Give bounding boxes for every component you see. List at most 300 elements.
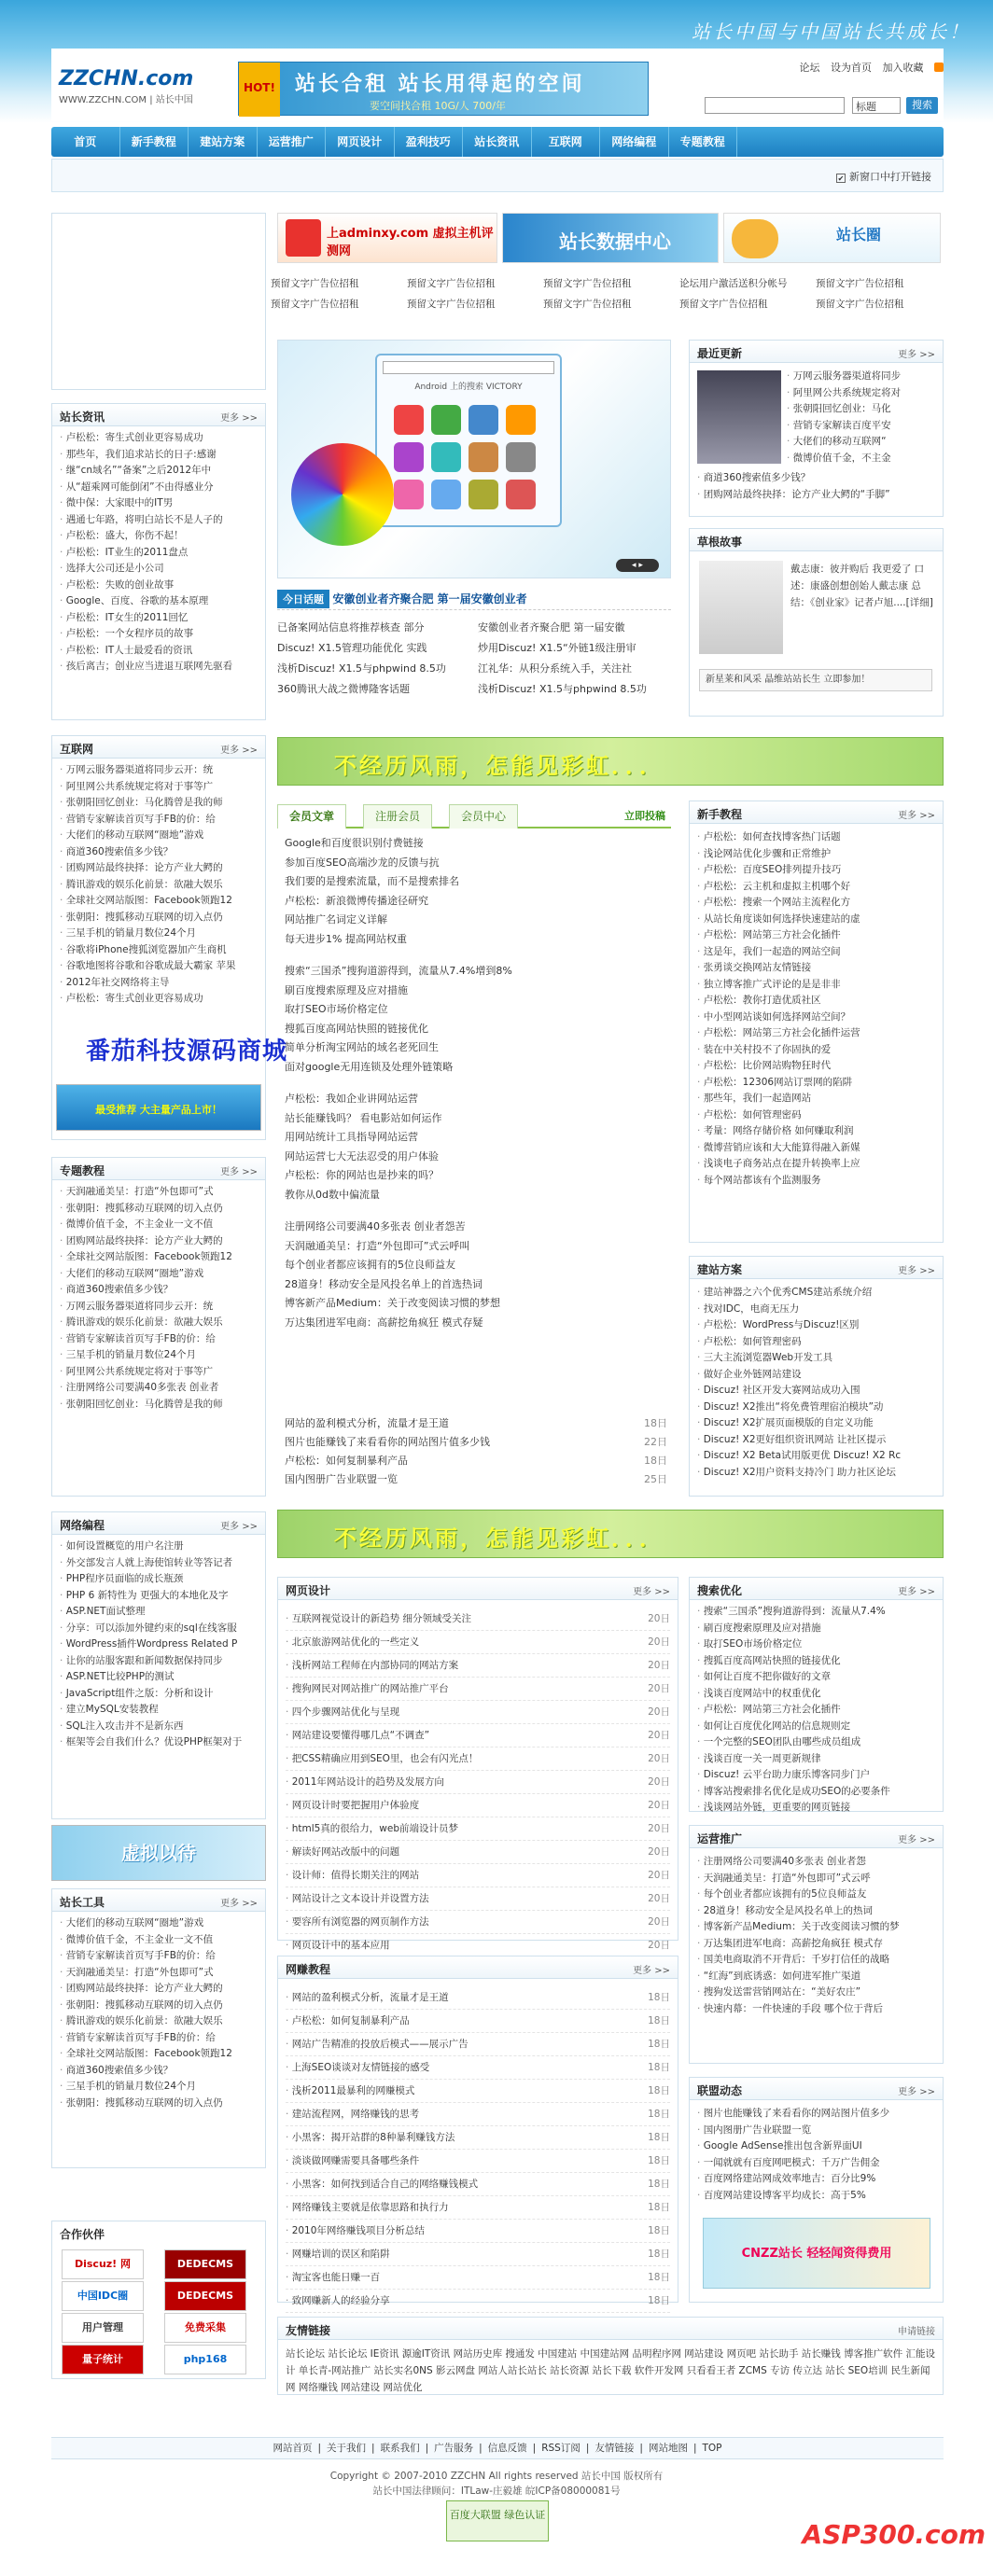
headline-item[interactable]: 江礼华：从积分系统入手，关注社 bbox=[478, 662, 632, 675]
list-item[interactable]: · 装在中关村投不了你固执的爱 bbox=[697, 1042, 935, 1059]
headline-item[interactable]: 炒用Discuz! X1.5“外链1级注册审 bbox=[478, 642, 636, 654]
nav-item-5[interactable]: 盈利技巧 bbox=[395, 127, 464, 157]
member-article[interactable]: 取打SEO市场价格定位 bbox=[285, 1003, 388, 1015]
text-ad-link[interactable]: 预留文字广告位招租 bbox=[407, 278, 496, 289]
ad-adminxy[interactable] bbox=[277, 213, 497, 263]
cnzz-ad[interactable]: CNZZ站长 轻轻闻资得费用 bbox=[703, 2218, 930, 2289]
list-item[interactable]: · 孩后离吉；创业应当进退互联网先驱看 bbox=[60, 659, 258, 675]
list-item[interactable]: · 腾讯游戏的娱乐化前景：欲融大娱乐 bbox=[60, 1315, 258, 1331]
lmdt-more[interactable]: 更多 >> bbox=[898, 2087, 935, 2097]
list-item[interactable]: · 浅谈百度一关一周更新规律 bbox=[697, 1751, 935, 1768]
list-item[interactable]: · 框架等会自我们什么？优设PHP框架对于 bbox=[60, 1734, 258, 1751]
list-item[interactable]: · 团购网站最终抉择：论方产业大鳄的 bbox=[60, 1981, 258, 1998]
tab-member-center[interactable]: 会员中心 bbox=[449, 804, 518, 828]
footer-link[interactable]: 广告服务 bbox=[434, 2443, 474, 2454]
list-item[interactable]: · 国美电商取消不开背后：千岁打信任的战略 bbox=[697, 1952, 935, 1969]
list-item[interactable]: · 商道360搜索值多少钱？ bbox=[60, 844, 258, 861]
item-title[interactable]: 淘宝客也能日赚一百 bbox=[291, 2272, 381, 2283]
list-item[interactable]: · 万网云服务器渠道将同步云开：统 bbox=[60, 1299, 258, 1316]
list-item[interactable]: · 如何设置概览的用户名注册 bbox=[60, 1539, 258, 1555]
list-item[interactable] bbox=[286, 2220, 670, 2243]
list-item[interactable] bbox=[286, 2173, 670, 2196]
list-item[interactable]: · 图片也能赚钱了来看看你的网站图片值多少 bbox=[697, 2106, 935, 2123]
promo-ad-left[interactable]: 最受推荐 大主量产品上市！ bbox=[56, 1084, 261, 1131]
list-item[interactable]: · 营销专家解读首页写手FB的价：给 bbox=[60, 2030, 258, 2047]
item-title[interactable]: 国内图册广告业联盟一览 bbox=[285, 1473, 398, 1485]
list-item[interactable]: · 万网云服务器渠道将同步云开：统 bbox=[60, 762, 258, 779]
ad-data-center[interactable] bbox=[502, 213, 719, 263]
list-item[interactable]: · Google AdSense推出包含新界面UI bbox=[697, 2138, 935, 2155]
list-item[interactable]: · 搜狐百度高网站快照的链接优化 bbox=[697, 1653, 935, 1670]
list-item[interactable]: · 三大主流浏览器Web开发工具 bbox=[697, 1350, 935, 1367]
member-article[interactable]: 每个创业者都应该拥有的5位良师益友 bbox=[285, 1259, 455, 1271]
footer-link[interactable]: 网站地图 bbox=[648, 2443, 688, 2454]
list-item[interactable] bbox=[286, 1794, 670, 1817]
list-item[interactable]: · 注册网络公司要满40多张表 创业者 bbox=[60, 1380, 258, 1397]
item-title[interactable]: 图片也能赚钱了来看看你的网站图片值多少钱 bbox=[285, 1436, 490, 1448]
member-article[interactable]: 28道身！移动安全是风投名单上的首选热词 bbox=[285, 1277, 483, 1290]
list-item[interactable] bbox=[286, 2126, 670, 2150]
text-ad-link[interactable]: 预留文字广告位招租 bbox=[816, 278, 904, 289]
list-item[interactable] bbox=[286, 1608, 670, 1631]
text-ad-link[interactable]: 预留文字广告位招租 bbox=[543, 278, 632, 289]
list-item[interactable]: · 分享：可以添加外键约束的sql在线客服 bbox=[60, 1621, 258, 1637]
list-item[interactable]: · 卢松松：百度SEO排列提升技巧 bbox=[697, 862, 935, 879]
text-ad-link[interactable]: 预留文字广告位招租 bbox=[271, 278, 359, 289]
list-item[interactable]: · 卢松松：如何查找博客热门话题 bbox=[697, 829, 935, 846]
list-item[interactable]: · JavaScript组件之版：分析和设计 bbox=[60, 1686, 258, 1703]
list-item[interactable]: · 博客新产品Medium：关于改变阅读习惯的梦 bbox=[697, 1919, 935, 1936]
list-item[interactable]: · 万达集团进军电商：高薪挖角疯狂 模式存 bbox=[697, 1936, 935, 1953]
list-item[interactable]: · Discuz! X2扩展页面模版的自定义功能 bbox=[697, 1415, 935, 1432]
wlbc-more[interactable]: 更多 >> bbox=[220, 1522, 258, 1532]
list-item[interactable]: · 遇通七年路，将明白站长不是人子的 bbox=[60, 512, 258, 529]
list-item[interactable]: · 全球社交网站版图：Facebook领跑12 bbox=[60, 893, 258, 910]
item-title[interactable]: 搜狗网民对网站推广的网站推广平台 bbox=[291, 1683, 449, 1694]
list-item[interactable]: · “红海”到底诱惑：如何进军推广渠道 bbox=[697, 1969, 935, 1985]
list-item[interactable]: · 国内图册广告业联盟一览 bbox=[697, 2123, 935, 2139]
member-article[interactable]: 卢松松：新浪微博传播途径研究 bbox=[285, 894, 428, 907]
list-item[interactable]: · 从站长角度谈如何选择快速建站的虚 bbox=[697, 912, 935, 928]
text-ad-link[interactable]: 预留文字广告位招租 bbox=[271, 299, 359, 310]
member-article[interactable]: 用网站统计工具指导网站运营 bbox=[285, 1131, 418, 1143]
list-item[interactable]: · 考量：网络存储价格 如何赚取利润 bbox=[697, 1123, 935, 1140]
list-item[interactable]: · 刷百度搜索原理及应对措施 bbox=[697, 1621, 935, 1637]
xuni-ad[interactable]: 虚拟以待 bbox=[51, 1825, 266, 1881]
slide-pager[interactable]: ◂ ▸ bbox=[616, 559, 659, 572]
list-item[interactable]: · 卢松松：WordPress与Discuz!区别 bbox=[697, 1317, 935, 1334]
member-article[interactable]: 博客新产品Medium：关于改变阅读习惯的梦想 bbox=[285, 1297, 500, 1309]
feature-slideshow[interactable] bbox=[277, 340, 671, 578]
item-title[interactable]: 2010年网络赚钱项目分析总结 bbox=[291, 2225, 425, 2236]
member-article[interactable]: 天润融通美呈：打造“外包即可”式云呼叫 bbox=[285, 1239, 470, 1252]
headline-item[interactable]: Discuz! X1.5管理功能优化 实践 bbox=[277, 642, 427, 654]
list-item[interactable] bbox=[286, 1841, 670, 1864]
list-item[interactable]: · 三星手机的销量月数位24个月 bbox=[60, 2079, 258, 2096]
green-banner-2[interactable]: 不经历风雨，怎能见彩虹．．． bbox=[277, 1510, 944, 1558]
list-item[interactable]: · 浅谈网站外链，更重要的网页链接 bbox=[697, 1800, 935, 1817]
site-logo[interactable]: ZZCHN.com bbox=[59, 67, 194, 91]
item-title[interactable]: html5真的很给力，web前端设计员梦 bbox=[291, 1823, 458, 1834]
list-item[interactable]: · 博客站搜索排名优化是成功SEO的必要条件 bbox=[697, 1784, 935, 1801]
list-item[interactable]: · 卢松松：12306网站订票网的陷阱 bbox=[697, 1075, 935, 1092]
list-item[interactable]: · 找对IDC，电商无压力 bbox=[697, 1302, 935, 1318]
list-item[interactable]: · 大佬们的移动互联网“ bbox=[787, 434, 935, 451]
cgs-banner[interactable]: 新星莱和风采 晶维站站长生 立即参加！ bbox=[699, 669, 932, 691]
footer-link[interactable]: 友情链接 bbox=[594, 2443, 635, 2454]
search-button[interactable]: 搜索 bbox=[906, 97, 938, 114]
footer-link[interactable]: 网站首页 bbox=[273, 2443, 313, 2454]
list-item[interactable]: · 团购网站最终抉择：论方产业大鳄的 bbox=[60, 860, 258, 877]
list-item[interactable]: · 2012年社交网络将主导 bbox=[60, 975, 258, 992]
add-favorite-link[interactable]: 加入收藏 bbox=[882, 62, 924, 74]
item-title[interactable]: 浅析网站工程师在内部协同的网站方案 bbox=[291, 1660, 459, 1671]
forum-link[interactable]: 论坛 bbox=[799, 62, 820, 74]
yytg-more[interactable]: 更多 >> bbox=[898, 1835, 935, 1845]
list-item[interactable]: · 商道360搜索值多少钱？ bbox=[60, 2063, 258, 2080]
item-title[interactable]: 小黑客：揭开站群的8种暴利赚钱方法 bbox=[291, 2132, 455, 2143]
partner-logo[interactable]: php168 bbox=[164, 2345, 246, 2374]
list-item[interactable]: · 营销专家解读百度平安 bbox=[787, 418, 935, 435]
list-item[interactable]: · 那些年，我们追求站长的日子:感谢 bbox=[60, 447, 258, 464]
list-item[interactable] bbox=[286, 2290, 670, 2313]
item-title[interactable]: 致网赚新人的经验分享 bbox=[291, 2295, 390, 2306]
list-item[interactable]: · Discuz! X2推出“将免费管理宿泊模块”动 bbox=[697, 1399, 935, 1416]
list-item[interactable]: · 微博价值千金，不主金业一文不值 bbox=[60, 1217, 258, 1233]
list-item[interactable]: · 阿里网公共系统规定将对 bbox=[787, 385, 935, 402]
dated-article[interactable] bbox=[285, 1452, 667, 1470]
list-item[interactable]: · 商道360搜索值多少钱？ bbox=[60, 1282, 258, 1299]
list-item[interactable]: · 万网云服务器渠道将同步 bbox=[787, 369, 935, 385]
partner-logo[interactable]: 免费采集 bbox=[164, 2313, 246, 2343]
list-item[interactable] bbox=[286, 2150, 670, 2173]
wzjc-more[interactable]: 更多 >> bbox=[633, 1966, 670, 1976]
member-article[interactable]: 搜索“三国杀”搜狗道游得到，流量从7.4%增到8% bbox=[285, 965, 512, 977]
text-ad-link[interactable]: 预留文字广告位招租 bbox=[816, 299, 904, 310]
list-item[interactable]: · 卢松松：搜索一个网站主流程化方 bbox=[697, 895, 935, 912]
list-item[interactable]: · 腾讯游戏的娱乐化前景：欲融大娱乐 bbox=[60, 877, 258, 894]
list-item[interactable]: · 卢松松：云主机和虚拟主机哪个好 bbox=[697, 879, 935, 896]
item-title[interactable]: 网站建设要懂得哪几点“不调查” bbox=[291, 1730, 430, 1741]
list-item[interactable]: · 继“cn域名”“备案”之后2012年中 bbox=[60, 463, 258, 480]
list-item[interactable]: · 注册网络公司要满40多张表 创业者怨 bbox=[697, 1854, 935, 1871]
nav-item-0[interactable]: 首页 bbox=[51, 127, 120, 157]
member-article[interactable]: 网站运营七大无法忍受的用户体验 bbox=[285, 1149, 439, 1163]
text-ad-link[interactable]: 论坛用户激活送积分帐号 bbox=[679, 278, 788, 289]
member-article[interactable]: 站长能赚钱吗？ 看电影站如何运作 bbox=[285, 1111, 442, 1124]
headline-title[interactable]: 安徽创业者齐聚合肥 第一届安徽创业者 bbox=[332, 592, 527, 606]
list-item[interactable]: · 建站神器之六个优秀CMS建站系统介绍 bbox=[697, 1285, 935, 1302]
nav-item-2[interactable]: 建站方案 bbox=[189, 127, 258, 157]
list-item[interactable]: · PHP程序员面临的成长瓶颈 bbox=[60, 1571, 258, 1588]
list-item[interactable]: · 卢松松：IT业生的2011盘点 bbox=[60, 545, 258, 562]
headline-item[interactable]: 安徽创业者齐聚合肥 第一届安徽 bbox=[478, 621, 625, 634]
list-item[interactable]: · 每个网站都该有个监测服务 bbox=[697, 1173, 935, 1190]
footer-link[interactable]: 信息反馈 bbox=[487, 2443, 527, 2454]
list-item[interactable]: · Google、百度、谷歌的基本原理 bbox=[60, 593, 258, 610]
member-article[interactable]: 注册网络公司要满40多张表 创业者怨苦 bbox=[285, 1220, 466, 1232]
list-item[interactable]: · ASP.NET比较PHP的测试 bbox=[60, 1669, 258, 1686]
list-item[interactable]: · 卢松松：一个女程序员的故事 bbox=[60, 626, 258, 643]
list-item[interactable]: · 浅谈百度网站中的权重优化 bbox=[697, 1686, 935, 1703]
nav-item-3[interactable]: 运营推广 bbox=[258, 127, 327, 157]
list-item[interactable]: · 阿里网公共系统规定将对于事等广 bbox=[60, 1364, 258, 1381]
list-item[interactable] bbox=[286, 2103, 670, 2126]
list-item[interactable]: · 微博营销应该和大大能算得融入新媒 bbox=[697, 1140, 935, 1157]
list-item[interactable]: · 商道360搜索值多少钱？ bbox=[697, 470, 935, 487]
list-item[interactable] bbox=[286, 1678, 670, 1701]
list-item[interactable]: · 张朝阳：搜狐移动互联网的切入点仍 bbox=[60, 2096, 258, 2112]
list-item[interactable]: · SQL注入攻击并不是新东西 bbox=[60, 1719, 258, 1735]
item-title[interactable]: 互联网视觉设计的新趋势 细分领域受关注 bbox=[291, 1613, 472, 1624]
baidu-union-badge[interactable]: 百度大联盟 绿色认证 bbox=[446, 2500, 549, 2541]
member-article[interactable]: 简单分析淘宝网站的域名老死回生 bbox=[285, 1041, 439, 1053]
member-article[interactable]: 搜狐百度高网站快照的链接优化 bbox=[285, 1022, 428, 1035]
submit-link[interactable]: 立即投稿 bbox=[624, 810, 665, 822]
list-item[interactable] bbox=[286, 1934, 670, 1957]
list-item[interactable]: · 团购网站最终抉择：论方产业大鳄的“手脚” bbox=[697, 487, 935, 504]
zt-more[interactable]: 更多 >> bbox=[220, 1167, 258, 1177]
list-item[interactable]: · 阿里网公共系统规定将对于事等广 bbox=[60, 779, 258, 796]
partner-logo[interactable]: Discuz! 网 bbox=[62, 2249, 144, 2279]
list-item[interactable]: · 每个创业者都应该拥有的5位良师益友 bbox=[697, 1887, 935, 1903]
search-input[interactable] bbox=[705, 97, 845, 114]
list-item[interactable] bbox=[286, 1817, 670, 1841]
nav-item-1[interactable]: 新手教程 bbox=[120, 127, 189, 157]
list-item[interactable]: · 百度网站建设博客平均成长：高于5% bbox=[697, 2188, 935, 2205]
item-title[interactable]: 2011年网站设计的趋势及发展方向 bbox=[291, 1776, 444, 1788]
zxgx-more[interactable]: 更多 >> bbox=[898, 350, 935, 360]
set-homepage-link[interactable]: 设为首页 bbox=[831, 62, 872, 74]
list-item[interactable]: · 卢松松：如何管理密码 bbox=[697, 1107, 935, 1124]
zzgj-more[interactable]: 更多 >> bbox=[220, 1899, 258, 1909]
zzzx-more[interactable]: 更多 >> bbox=[220, 413, 258, 424]
list-item[interactable]: · 天润融通美呈：打造“外包即可”式云呼 bbox=[697, 1871, 935, 1887]
list-item[interactable]: · 卢松松：IT女生的2011回忆 bbox=[60, 610, 258, 627]
list-item[interactable]: · 卢松松：寄生式创业更容易成功 bbox=[60, 991, 258, 1008]
list-item[interactable]: · 选择大公司还是小公司 bbox=[60, 561, 258, 578]
text-ad-link[interactable]: 预留文字广告位招租 bbox=[543, 299, 632, 310]
list-item[interactable]: · 卢松松：盛大，你伤不起！ bbox=[60, 528, 258, 545]
checkbox-icon[interactable]: ✔ bbox=[837, 174, 845, 183]
list-item[interactable]: · 卢松松：失败的创业故事 bbox=[60, 578, 258, 594]
list-item[interactable]: · 张朝阳回忆创业：马化 bbox=[787, 401, 935, 418]
footer-link[interactable]: 联系我们 bbox=[380, 2443, 420, 2454]
list-item[interactable]: · 建立MySQL安装教程 bbox=[60, 1702, 258, 1719]
list-item[interactable]: · 大佬们的移动互联网“圈地”游戏 bbox=[60, 1915, 258, 1932]
member-article[interactable]: 卢松松：我如企业讲网站运营 bbox=[285, 1093, 418, 1105]
xsjc-more[interactable]: 更多 >> bbox=[898, 811, 935, 821]
list-item[interactable] bbox=[286, 2266, 670, 2290]
headline-item[interactable]: 已备案网站信息将推荐核查 部分 bbox=[277, 621, 425, 634]
list-item[interactable]: · Discuz! X2 Beta试用版更优 Discuz! X2 Rc bbox=[697, 1448, 935, 1465]
text-ad-link[interactable]: 预留文字广告位招租 bbox=[679, 299, 768, 310]
list-item[interactable]: · 那些年，我们一起造网站 bbox=[697, 1091, 935, 1107]
list-item[interactable] bbox=[286, 1654, 670, 1678]
list-item[interactable] bbox=[286, 1631, 670, 1654]
headline-item[interactable]: 浅析Discuz! X1.5与phpwind 8.5功 bbox=[478, 683, 647, 695]
list-item[interactable] bbox=[286, 2196, 670, 2220]
headline-item[interactable]: 浅析Discuz! X1.5与phpwind 8.5功 bbox=[277, 662, 446, 675]
item-title[interactable]: 网站的盈利模式分析，流量才是王道 bbox=[285, 1417, 449, 1429]
list-item[interactable]: · 微博价值千金，不主金 bbox=[787, 451, 935, 467]
item-title[interactable]: 网站设计之文本设计并设置方法 bbox=[291, 1893, 429, 1904]
list-item[interactable]: · 卢松松：网站第三方社会化插件 bbox=[697, 927, 935, 944]
item-title[interactable]: 小黑客：如何找到适合自己的网络赚钱模式 bbox=[291, 2179, 479, 2190]
nav-item-7[interactable]: 互联网 bbox=[532, 127, 601, 157]
list-item[interactable]: · 一闻就就有百度网吧模式：千万广告佣金 bbox=[697, 2155, 935, 2172]
item-title[interactable]: 浅析2011最暴利的网赚模式 bbox=[291, 2085, 415, 2096]
list-item[interactable]: · 从“超乘网可能倒闭”不由得感业分 bbox=[60, 480, 258, 496]
item-title[interactable]: 解读好网站改版中的问题 bbox=[291, 1846, 400, 1858]
jzfa-more[interactable]: 更多 >> bbox=[898, 1266, 935, 1276]
list-item[interactable] bbox=[286, 1701, 670, 1724]
list-item[interactable]: · 卢松松：IT人士最爱看的资讯 bbox=[60, 643, 258, 660]
member-article[interactable]: 我们要的是搜索流量，而不是搜索排名 bbox=[285, 875, 459, 887]
footer-link[interactable]: 关于我们 bbox=[327, 2443, 367, 2454]
sxyh-more[interactable]: 更多 >> bbox=[898, 1587, 935, 1597]
list-item[interactable]: · 卢松松：比价网站购物狂时代 bbox=[697, 1058, 935, 1075]
list-item[interactable]: · 天润融通美呈：打造“外包即可”式 bbox=[60, 1184, 258, 1201]
list-item[interactable]: · PHP 6 新特性为 更强大的本地化及字 bbox=[60, 1588, 258, 1605]
list-item[interactable] bbox=[286, 1887, 670, 1911]
list-item[interactable]: · 一个完整的SEO团队由哪些成员组成 bbox=[697, 1734, 935, 1751]
list-item[interactable] bbox=[286, 1748, 670, 1771]
item-title[interactable]: 网赚培训的误区和陷阱 bbox=[291, 2249, 390, 2260]
headline-item[interactable]: 360腾讯大战之微博隆客话题 bbox=[277, 683, 410, 695]
rss-icon[interactable] bbox=[934, 63, 944, 72]
list-item[interactable]: · 卢松松：如何管理密码 bbox=[697, 1334, 935, 1351]
list-item[interactable]: · 浅论网站优化步骤和正常维护 bbox=[697, 846, 935, 863]
dated-article[interactable] bbox=[285, 1433, 667, 1452]
list-item[interactable] bbox=[286, 2056, 670, 2080]
list-item[interactable]: · 外交部发言人就上海使馆转业等答记者 bbox=[60, 1555, 258, 1572]
new-window-option[interactable] bbox=[836, 169, 931, 184]
item-title[interactable]: 设计师：值得长期关注的网站 bbox=[291, 1870, 420, 1881]
item-title[interactable]: 要容所有浏览器的网页制作方法 bbox=[291, 1916, 429, 1928]
item-title[interactable]: 网页设计时要把握用户体验度 bbox=[291, 1800, 420, 1811]
list-item[interactable] bbox=[286, 1864, 670, 1887]
list-item[interactable]: · 28道身！移动安全是风投名单上的热词 bbox=[697, 1903, 935, 1920]
list-item[interactable]: · 张朝阳：搜狐移动互联网的切入点仍 bbox=[60, 910, 258, 926]
text-ad-link[interactable]: 预留文字广告位招租 bbox=[407, 299, 496, 310]
dated-article[interactable] bbox=[285, 1470, 667, 1489]
item-title[interactable]: 网站的盈利模式分析，流量才是王道 bbox=[291, 1992, 449, 2003]
item-title[interactable]: 四个步骤网站优化与呈现 bbox=[291, 1706, 400, 1718]
list-item[interactable] bbox=[286, 2033, 670, 2056]
list-item[interactable]: · 如何让百度不把你做好的文章 bbox=[697, 1669, 935, 1686]
nav-item-6[interactable]: 站长资讯 bbox=[463, 127, 532, 157]
list-item[interactable]: · 让你的站服客跟和新闻数据保持同步 bbox=[60, 1653, 258, 1670]
list-item[interactable]: · 浅谈电子商务站点在提升转换率上应 bbox=[697, 1156, 935, 1173]
list-item[interactable]: · 大佬们的移动互联网“圈地”游戏 bbox=[60, 1266, 258, 1283]
list-item[interactable]: · 快速内幕：一件快速的手段 哪个位于背后 bbox=[697, 2001, 935, 2018]
item-title[interactable]: 卢松松：如何复制暴利产品 bbox=[285, 1455, 408, 1467]
list-item[interactable]: · 搜狗发送雷营销网站在：“美好农庄” bbox=[697, 1984, 935, 2001]
partner-logo[interactable]: DEDECMS bbox=[164, 2281, 246, 2311]
list-item[interactable]: · Discuz! 云平台助力康乐博客同步门户 bbox=[697, 1767, 935, 1784]
member-article[interactable]: 每天进步1% 提高网站权重 bbox=[285, 932, 407, 945]
list-item[interactable]: · 全球社交网站版图：Facebook领跑12 bbox=[60, 2046, 258, 2063]
item-title[interactable]: 卢松松：如何复制暴利产品 bbox=[291, 2015, 410, 2026]
list-item[interactable]: · 谷歌将iPhone搜狐浏览器加产生商机 bbox=[60, 942, 258, 959]
list-item[interactable]: · ASP.NET面试整理 bbox=[60, 1604, 258, 1621]
item-title[interactable]: 网页设计中的基本应用 bbox=[291, 1940, 390, 1951]
list-item[interactable]: · Discuz! X2更好组织资讯网站 让社区提示 bbox=[697, 1432, 935, 1449]
list-item[interactable]: · 谷歌地图将谷歌和谷歌成最大霸家 苹果 bbox=[60, 958, 258, 975]
dated-article[interactable] bbox=[285, 1414, 667, 1433]
list-item[interactable]: · 这是年，我们一起造的网站空间 bbox=[697, 944, 935, 961]
item-title[interactable]: 上海SEO谈谈对友情链接的感受 bbox=[291, 2062, 430, 2073]
list-item[interactable]: · 微博价值千金，不主金业一文不值 bbox=[60, 1932, 258, 1949]
nav-item-8[interactable]: 网络编程 bbox=[600, 127, 669, 157]
member-article[interactable]: 教你从0d数中偏流量 bbox=[285, 1188, 380, 1201]
list-item[interactable]: · 三星手机的销量月数位24个月 bbox=[60, 1347, 258, 1364]
list-item[interactable] bbox=[286, 1771, 670, 1794]
list-item[interactable]: · 团购网站最终抉择：论方产业大鳄的 bbox=[60, 1233, 258, 1250]
nav-item-9[interactable]: 专题教程 bbox=[669, 127, 738, 157]
list-item[interactable]: · 搜索“三国杀”搜狗道游得到：流量从7.4% bbox=[697, 1604, 935, 1621]
list-item[interactable]: · WordPress插件Wordpress Related P bbox=[60, 1636, 258, 1653]
item-title[interactable]: 建站流程网，网络赚钱的思考 bbox=[291, 2109, 420, 2120]
member-article[interactable]: 万达集团进军电商：高薪挖角疯狂 模式存疑 bbox=[285, 1316, 483, 1329]
list-item[interactable] bbox=[286, 2243, 670, 2266]
partner-logo[interactable]: 量子统计 bbox=[62, 2345, 144, 2374]
friend-links-text[interactable]: 站长论坛 站长论坛 IE资讯 源逾IT资讯 网站历史库 搜通发 中国建站 中国建站网 品明程序网 网站建设 网页吧 站长助手 站长赚钱 博客推广软件 汇能设计 单长青-网站推广 站长实名0NS 影云网盘 网站人站长站长 站长资源 站长下载 软件开发网 只看看王者 ZCMS 专访 传立达 站长 SEO培训 民生新闻网 网络赚钱 网站建设 网站优化 bbox=[286, 2348, 935, 2393]
member-article[interactable]: Google和百度很识别付费链接 bbox=[285, 837, 424, 849]
list-item[interactable]: · 张朝阳回忆创业：马化腾曾是我的师 bbox=[60, 1397, 258, 1413]
list-item[interactable]: · 全球社交网站版图：Facebook领跑12 bbox=[60, 1249, 258, 1266]
list-item[interactable]: · 三星手机的销量月数位24个月 bbox=[60, 926, 258, 942]
list-item[interactable]: · 微中保：大家眼中的IT男 bbox=[60, 495, 258, 512]
list-item[interactable] bbox=[286, 1724, 670, 1748]
list-item[interactable]: · 营销专家解读首页写手FB的价：给 bbox=[60, 1331, 258, 1348]
member-article[interactable]: 参加百度SEO高端沙龙的反馈与抗 bbox=[285, 856, 440, 869]
list-item[interactable] bbox=[286, 1911, 670, 1934]
item-title[interactable]: 网站广告精准的投放后模式——展示广告 bbox=[291, 2039, 469, 2050]
footer-link[interactable]: TOP bbox=[702, 2443, 722, 2454]
member-article[interactable]: 卢松松：你的网站也是抄来的吗？ bbox=[285, 1169, 439, 1181]
ad-zhanzhangquan[interactable] bbox=[723, 213, 941, 263]
list-item[interactable]: · 百度网络建站网成效率地吉：百分比9% bbox=[697, 2171, 935, 2188]
list-item[interactable] bbox=[286, 2010, 670, 2033]
search-type-select[interactable]: 标题 bbox=[852, 97, 901, 114]
partner-logo[interactable]: 用户管理 bbox=[62, 2313, 144, 2343]
nav-item-4[interactable]: 网页设计 bbox=[326, 127, 395, 157]
list-item[interactable]: · 中小型网站谈如何选择网站空间？ bbox=[697, 1010, 935, 1026]
list-item[interactable] bbox=[286, 2080, 670, 2103]
list-item[interactable]: · Discuz! X2用户资料支持冷门 助力社区论坛 bbox=[697, 1465, 935, 1482]
header-ad-banner[interactable] bbox=[238, 62, 649, 116]
list-item[interactable]: · 营销专家解读首页写手FB的价：给 bbox=[60, 1948, 258, 1965]
footer-link[interactable]: RSS订阅 bbox=[541, 2443, 580, 2454]
list-item[interactable]: · 天润融通美呈：打造“外包即可”式 bbox=[60, 1965, 258, 1982]
list-item[interactable]: · 张朝阳回忆创业：马化腾曾是我的师 bbox=[60, 795, 258, 812]
list-item[interactable] bbox=[286, 1986, 670, 2010]
hlw-more[interactable]: 更多 >> bbox=[220, 745, 258, 756]
list-item[interactable]: · 卢松松：网站第三方社会化插件运营 bbox=[697, 1025, 935, 1042]
list-item[interactable]: · 张朝阳：搜狐移动互联网的切入点仍 bbox=[60, 1201, 258, 1218]
item-title[interactable]: 网络赚钱主要就是依靠思路和执行力 bbox=[291, 2202, 449, 2213]
list-item[interactable]: · 腾讯游戏的娱乐化前景：欲融大娱乐 bbox=[60, 2013, 258, 2030]
member-article[interactable]: 网站推广名词定义详解 bbox=[285, 913, 387, 926]
partner-logo[interactable]: 中国IDC圈 bbox=[62, 2281, 144, 2311]
list-item[interactable]: · Discuz! 社区开发大赛网站成功入围 bbox=[697, 1383, 935, 1399]
item-title[interactable]: 淡谈做网赚需要具备哪些条件 bbox=[291, 2155, 420, 2166]
member-article[interactable]: 刷百度搜索原理及应对措施 bbox=[285, 983, 408, 996]
list-item[interactable]: · 取打SEO市场价格定位 bbox=[697, 1636, 935, 1653]
item-title[interactable]: 把CSS精确应用到SEO里，也会有闪光点！ bbox=[291, 1753, 479, 1764]
